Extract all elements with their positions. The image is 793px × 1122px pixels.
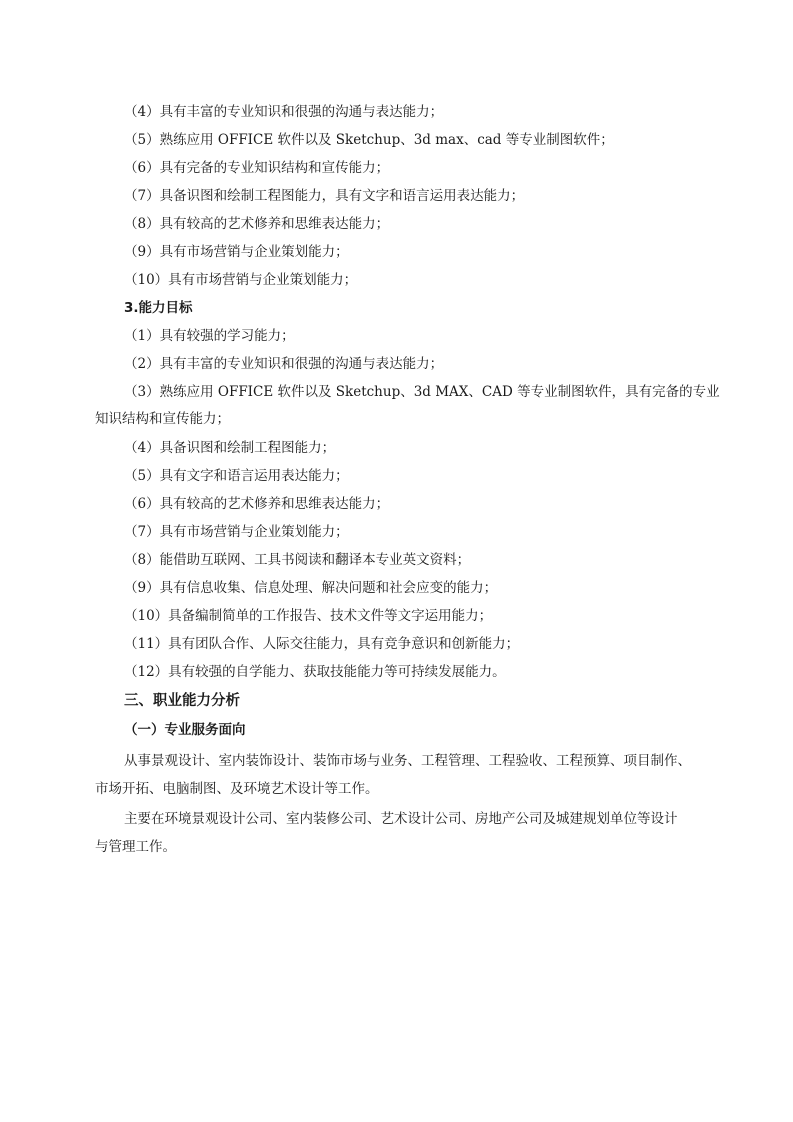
list-item: （1）具有较强的学习能力； — [124, 328, 295, 344]
list-item: （7）具有市场营销与企业策划能力； — [124, 524, 349, 540]
paragraph-line: 市场开拓、电脑制图、及环境艺术设计等工作。 — [95, 781, 379, 797]
list-item: （8）能借助互联网、工具书阅读和翻译本专业英文资料； — [124, 552, 471, 568]
paragraph-line: 与管理工作。 — [95, 839, 176, 855]
list-item-continuation: 知识结构和宣传能力； — [95, 411, 230, 427]
section-heading: 3.能力目标 — [124, 300, 193, 316]
list-item: （11）具有团队合作、人际交往能力，具有竞争意识和创新能力； — [124, 636, 520, 652]
list-item: （9）具有市场营销与企业策划能力； — [124, 244, 349, 260]
chapter-heading: 三、职业能力分析 — [124, 693, 240, 709]
list-item: （12）具有较强的自学能力、获取技能能力等可持续发展能力。 — [124, 664, 506, 680]
list-item: （5）具有文字和语言运用表达能力； — [124, 468, 349, 484]
subsection-heading: （一）专业服务面向 — [124, 722, 246, 738]
list-item: （10）具备编制简单的工作报告、技术文件等文字运用能力； — [124, 608, 493, 624]
list-item: （8）具有较高的艺术修养和思维表达能力； — [124, 216, 390, 232]
list-item: （3）熟练应用 OFFICE 软件以及 Sketchup、3d MAX、CAD 等专业制图软件，具有完备的专业 — [124, 384, 720, 400]
list-item: （10）具有市场营销与企业策划能力； — [124, 272, 358, 288]
list-item: （4）具备识图和绘制工程图能力； — [124, 440, 336, 456]
list-item: （5）熟练应用 OFFICE 软件以及 Sketchup、3d max、cad 等专业制图软件； — [124, 132, 614, 148]
list-item: （4）具有丰富的专业知识和很强的沟通与表达能力； — [124, 104, 444, 120]
list-item: （7）具备识图和绘制工程图能力，具有文字和语言运用表达能力； — [124, 188, 525, 204]
list-item: （9）具有信息收集、信息处理、解决问题和社会应变的能力； — [124, 580, 498, 596]
paragraph-line: 主要在环境景观设计公司、室内装修公司、艺术设计公司、房地产公司及城建规划单位等设计 — [124, 811, 678, 827]
list-item: （2）具有丰富的专业知识和很强的沟通与表达能力； — [124, 356, 444, 372]
list-item: （6）具有完备的专业知识结构和宣传能力； — [124, 160, 390, 176]
paragraph-line: 从事景观设计、室内装饰设计、装饰市场与业务、工程管理、工程验收、工程预算、项目制作、 — [124, 753, 691, 769]
list-item: （6）具有较高的艺术修养和思维表达能力； — [124, 496, 390, 512]
